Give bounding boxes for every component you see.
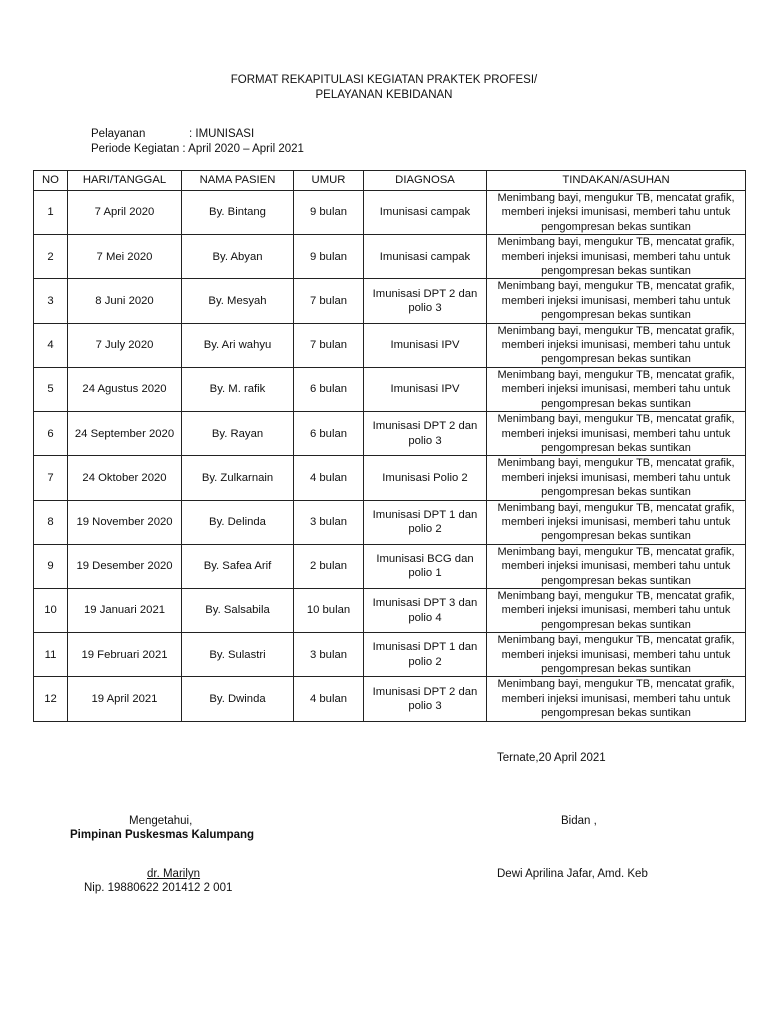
row-number: 12 (34, 677, 68, 721)
document-meta (91, 127, 304, 157)
table-row (34, 367, 746, 411)
row-age: 4 bulan (294, 677, 364, 721)
row-diagnosis: Imunisasi DPT 2 dan polio 3 (364, 412, 487, 456)
row-diagnosis: Imunisasi DPT 3 dan polio 4 (364, 588, 487, 632)
row-action: Menimbang bayi, mengukur TB, mencatat grafik, memberi injeksi imunisasi, memberi tahu untuk pengompresan bekas suntikan (487, 191, 746, 235)
row-action: Menimbang bayi, mengukur TB, mencatat grafik, memberi injeksi imunisasi, memberi tahu untuk pengompresan bekas suntikan (487, 279, 746, 323)
row-diagnosis: Imunisasi IPV (364, 367, 487, 411)
table-row (34, 412, 746, 456)
acknowledged-label: Mengetahui, (129, 815, 193, 827)
row-diagnosis: Imunisasi Polio 2 (364, 456, 487, 500)
row-number: 7 (34, 456, 68, 500)
row-date: 8 Juni 2020 (68, 279, 182, 323)
row-diagnosis: Imunisasi BCG dan polio 1 (364, 544, 487, 588)
table-row (34, 677, 746, 721)
row-action: Menimbang bayi, mengukur TB, mencatat grafik, memberi injeksi imunisasi, memberi tahu untuk pengompresan bekas suntikan (487, 235, 746, 279)
table-row (34, 456, 746, 500)
row-number: 2 (34, 235, 68, 279)
table-row (34, 633, 746, 677)
table-row (34, 500, 746, 544)
row-patient-name: By. Bintang (182, 191, 294, 235)
row-age: 9 bulan (294, 235, 364, 279)
row-date: 24 Oktober 2020 (68, 456, 182, 500)
row-number: 3 (34, 279, 68, 323)
table-row (34, 191, 746, 235)
service-row (91, 127, 304, 142)
row-patient-name: By. Rayan (182, 412, 294, 456)
doctor-nip: Nip. 19880622 201412 2 001 (84, 882, 233, 894)
row-date: 24 September 2020 (68, 412, 182, 456)
table-row (34, 279, 746, 323)
row-number: 1 (34, 191, 68, 235)
row-diagnosis: Imunisasi DPT 1 dan polio 2 (364, 500, 487, 544)
row-age: 3 bulan (294, 633, 364, 677)
row-patient-name: By. Salsabila (182, 588, 294, 632)
row-age: 2 bulan (294, 544, 364, 588)
table-body (34, 191, 746, 722)
row-patient-name: By. Dwinda (182, 677, 294, 721)
table-header-row (34, 171, 746, 191)
table-row (34, 544, 746, 588)
row-patient-name: By. Zulkarnain (182, 456, 294, 500)
row-date: 19 Januari 2021 (68, 588, 182, 632)
row-diagnosis: Imunisasi campak (364, 235, 487, 279)
row-age: 6 bulan (294, 412, 364, 456)
period-text: Periode Kegiatan : April 2020 – April 2021 (91, 143, 304, 155)
row-action: Menimbang bayi, mengukur TB, mencatat grafik, memberi injeksi imunisasi, memberi tahu untuk pengompresan bekas suntikan (487, 323, 746, 367)
row-patient-name: By. Abyan (182, 235, 294, 279)
row-number: 10 (34, 588, 68, 632)
row-age: 7 bulan (294, 323, 364, 367)
row-action: Menimbang bayi, mengukur TB, mencatat grafik, memberi injeksi imunisasi, memberi tahu untuk pengompresan bekas suntikan (487, 588, 746, 632)
title-line-1: FORMAT REKAPITULASI KEGIATAN PRAKTEK PROFESI/ (230, 74, 538, 86)
row-diagnosis: Imunisasi DPT 2 dan polio 3 (364, 279, 487, 323)
midwife-label: Bidan , (561, 815, 597, 827)
row-action: Menimbang bayi, mengukur TB, mencatat grafik, memberi injeksi imunisasi, memberi tahu untuk pengompresan bekas suntikan (487, 677, 746, 721)
row-number: 8 (34, 500, 68, 544)
row-number: 11 (34, 633, 68, 677)
row-diagnosis: Imunisasi DPT 1 dan polio 2 (364, 633, 487, 677)
row-diagnosis: Imunisasi campak (364, 191, 487, 235)
recap-table (33, 170, 746, 722)
row-date: 7 April 2020 (68, 191, 182, 235)
row-patient-name: By. Ari wahyu (182, 323, 294, 367)
document-title (0, 73, 768, 103)
header-age: UMUR (294, 171, 364, 191)
table-row (34, 588, 746, 632)
row-action: Menimbang bayi, mengukur TB, mencatat grafik, memberi injeksi imunisasi, memberi tahu untuk pengompresan bekas suntikan (487, 633, 746, 677)
row-number: 4 (34, 323, 68, 367)
row-action: Menimbang bayi, mengukur TB, mencatat grafik, memberi injeksi imunisasi, memberi tahu untuk pengompresan bekas suntikan (487, 456, 746, 500)
row-patient-name: By. Mesyah (182, 279, 294, 323)
doctor-name: dr. Marilyn (147, 868, 201, 880)
header-date: HARI/TANGGAL (68, 171, 182, 191)
row-action: Menimbang bayi, mengukur TB, mencatat grafik, memberi injeksi imunisasi, memberi tahu untuk pengompresan bekas suntikan (487, 500, 746, 544)
head-title: Pimpinan Puskesmas Kalumpang (70, 829, 255, 841)
row-action: Menimbang bayi, mengukur TB, mencatat grafik, memberi injeksi imunisasi, memberi tahu untuk pengompresan bekas suntikan (487, 412, 746, 456)
row-patient-name: By. Safea Arif (182, 544, 294, 588)
table-row (34, 323, 746, 367)
row-age: 3 bulan (294, 500, 364, 544)
header-no: NO (34, 171, 68, 191)
row-age: 10 bulan (294, 588, 364, 632)
row-patient-name: By. M. rafik (182, 367, 294, 411)
row-number: 6 (34, 412, 68, 456)
row-date: 19 November 2020 (68, 500, 182, 544)
row-patient-name: By. Sulastri (182, 633, 294, 677)
header-patient-name: NAMA PASIEN (182, 171, 294, 191)
title-line-2: PELAYANAN KEBIDANAN (315, 89, 453, 101)
service-label: Pelayanan (91, 128, 146, 140)
table-row (34, 235, 746, 279)
place-date: Ternate,20 April 2021 (497, 752, 606, 764)
row-date: 19 April 2021 (68, 677, 182, 721)
row-action: Menimbang bayi, mengukur TB, mencatat grafik, memberi injeksi imunisasi, memberi tahu untuk pengompresan bekas suntikan (487, 367, 746, 411)
service-value: : IMUNISASI (189, 128, 255, 140)
row-diagnosis: Imunisasi IPV (364, 323, 487, 367)
header-action: TINDAKAN/ASUHAN (487, 171, 746, 191)
row-action: Menimbang bayi, mengukur TB, mencatat grafik, memberi injeksi imunisasi, memberi tahu untuk pengompresan bekas suntikan (487, 544, 746, 588)
row-patient-name: By. Delinda (182, 500, 294, 544)
midwife-name: Dewi Aprilina Jafar, Amd. Keb (497, 868, 648, 880)
row-age: 7 bulan (294, 279, 364, 323)
row-date: 7 Mei 2020 (68, 235, 182, 279)
row-date: 19 Februari 2021 (68, 633, 182, 677)
row-number: 5 (34, 367, 68, 411)
header-diagnosis: DIAGNOSA (364, 171, 487, 191)
row-date: 19 Desember 2020 (68, 544, 182, 588)
row-diagnosis: Imunisasi DPT 2 dan polio 3 (364, 677, 487, 721)
row-date: 24 Agustus 2020 (68, 367, 182, 411)
row-age: 4 bulan (294, 456, 364, 500)
row-age: 6 bulan (294, 367, 364, 411)
period-row (91, 142, 304, 157)
row-date: 7 July 2020 (68, 323, 182, 367)
row-number: 9 (34, 544, 68, 588)
row-age: 9 bulan (294, 191, 364, 235)
